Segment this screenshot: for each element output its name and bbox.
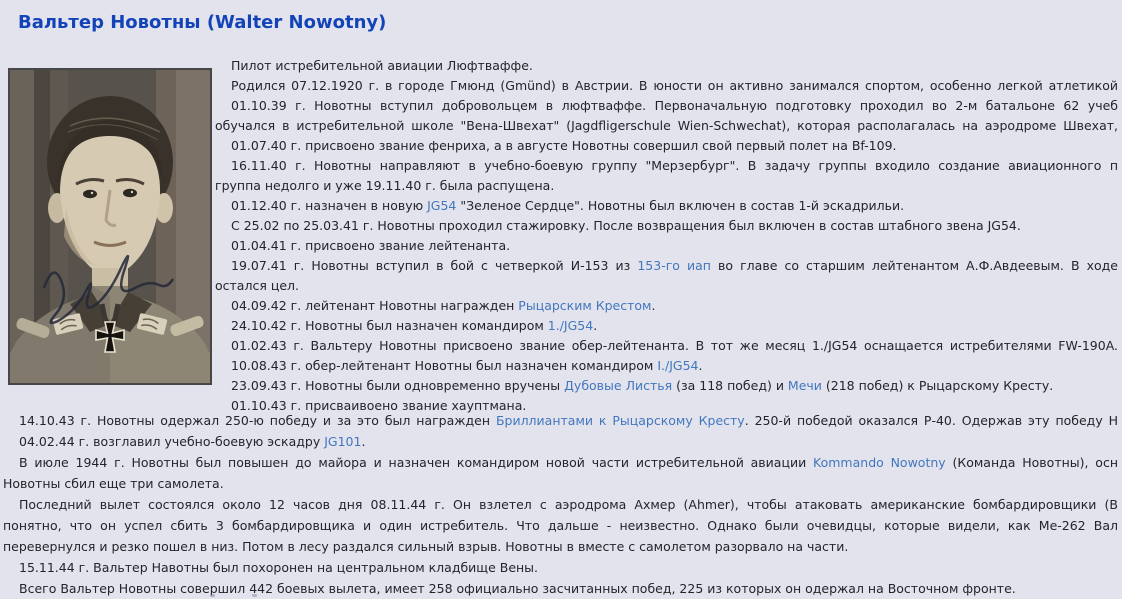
text-line [215,316,1118,336]
text-line [215,356,1118,376]
text-line [215,176,1118,196]
text-segment: 15.11.44 г. Вальтер Навотны был похоронен на центральном кладбище Вены. [19,560,539,575]
link-oak-leaves[interactable]: Дубовые Листья [564,378,673,393]
text-line [215,136,1118,156]
text-segment: . [361,434,366,449]
text-segment: 04.09.42 г. лейтенант Новотны награжден [231,298,519,313]
text-segment: 01.12.40 г. назначен в новую [231,198,428,213]
eyes [83,190,97,198]
text-segment: (Команда Новотны), осн [945,455,1118,470]
text-segment: Всего Вальтер Новотны совершил 442 боевых вылета, имеет 258 официально засчитанных побед, 225 из которых он одержал на Восточном фронте. [19,581,1016,596]
text-segment: группа недолго и уже 19.11.40 г. была распущена. [215,178,555,193]
text-segment: 01.02.43 г. Вальтеру Новотны присвоено звание обер-лейтенанта. В тот же месяц 1./JG54 оснащается истребителями FW-190A. [231,338,1118,353]
link-jg54[interactable]: JG54 [427,198,457,213]
text-line [3,515,1118,536]
link-1-jg54[interactable]: 1./JG54 [547,318,594,333]
text-line [215,296,1118,316]
text-segment: Родился 07.12.1920 г. в городе Гмюнд (Gmünd) в Австрии. В юности он активно занимался спортом, особенно легкой атлетикой [231,78,1118,93]
text-segment: (за 118 побед) и [672,378,788,393]
text-segment: 10.08.43 г. обер-лейтенант Новотны был назначен командиром [231,358,658,373]
text-segment: 01.04.41 г. присвоено звание лейтенанта. [231,238,511,253]
text-segment: В июле 1944 г. Новотны был повышен до майора и назначен командиром новой части истребительной авиации [19,455,814,470]
text-segment: . [698,358,703,373]
text-line [215,96,1118,116]
text-line [3,536,1118,557]
text-segment: С 25.02 по 25.03.41 г. Новотны проходил стажировку. После возвращения был включен в состав штабного звена JG54. [231,218,1021,233]
text-line [215,156,1118,176]
link-knights-cross[interactable]: Рыцарским Крестом [518,298,652,313]
text-column-right [215,56,1118,416]
text-segment: 01.10.43 г. присваивоено звание хауптмана. [231,398,527,413]
text-line [215,376,1118,396]
text-segment: Пилот истребительной авиации Люфтваффе. [231,58,533,73]
text-segment: понятно, что он успел сбить 3 бомбардировщика и один истребитель. Что дальше - неизвестно. Однако были очевидцы, которые видели, как Ме-262 Вал [3,518,1118,533]
text-line [3,557,1118,578]
text-segment: Последний вылет состоялся около 12 часов дня 08.11.44 г. Он взлетел с аэродрома Ахмер (Ahmer), чтобы атаковать американские бомбардировщики (В [19,497,1118,512]
text-line [215,256,1118,276]
link-kommando-nowotny[interactable]: Kommando Nowotny [813,455,946,470]
text-segment: во главе со старшим лейтенантом А.Ф.Авдеевым. В ходе [710,258,1118,273]
text-segment: 24.10.42 г. Новотны был назначен командиром [231,318,548,333]
text-line [3,431,1118,452]
link-i-jg54[interactable]: I./JG54 [657,358,699,373]
text-line [215,196,1118,216]
text-segment: 23.09.43 г. Новотны были одновременно вручены [231,378,565,393]
text-line [3,494,1118,515]
text-line [3,473,1118,494]
text-segment: (218 побед) к Рыцарскому Кресту. [821,378,1054,393]
text-line [215,116,1118,136]
text-segment: . [651,298,656,313]
text-segment: . [593,318,598,333]
portrait-photo-image [10,70,210,383]
text-segment: обучался в истребительной школе "Вена-Швехат" (Jagdfligerschule Wien-Schwechat), которая располагалась на аэродроме Швехат, [215,118,1118,133]
text-column-full [3,410,1118,599]
text-segment: 04.02.44 г. возглавил учебно-боевую эскадру [19,434,325,449]
text-line [215,236,1118,256]
text-line [215,276,1118,296]
text-line [3,410,1118,431]
text-line [215,336,1118,356]
text-segment: 19.07.41 г. Новотны вступил в бой с четверкой И-153 из [231,258,638,273]
text-segment: 16.11.40 г. Новотны направляют в учебно-боевую группу "Мерзербург". В задачу группы входило создание авиационного п [231,158,1118,173]
page-title: Вальтер Новотны (Walter Nowotny) [18,12,387,33]
text-line [3,578,1118,599]
text-segment: 01.10.39 г. Новотны вступил добровольцем в люфтваффе. Первоначальную подготовку проходил во 2-м батальоне 62 учеб [231,98,1118,113]
text-segment: . 250-й победой оказался Р-40. Одержав эту победу Н [744,413,1118,428]
link-jg101[interactable]: JG101 [324,434,362,449]
text-segment: Новотны сбил еще три самолета. [3,476,224,491]
text-segment: 01.07.40 г. присвоено звание фенриха, а в августе Новотны совершил свой первый полет на Bf-109. [231,138,897,153]
text-segment: остался цел. [215,278,299,293]
link-diamonds[interactable]: Бриллиантами к Рыцарскому Кресту [495,413,745,428]
portrait-photo [8,68,212,385]
text-line [215,56,1118,76]
text-line [215,76,1118,96]
link-swords[interactable]: Мечи [787,378,822,393]
link-153-iap[interactable]: 153-го иап [637,258,711,273]
text-segment: "Зеленое Сердце". Новотны был включен в состав 1-й эскадрильи. [456,198,905,213]
text-segment: перевернулся и резко пошел в низ. Потом в лесу раздался сильный взрыв. Новотны в вместе с самолетом разорвало на части. [3,539,849,554]
clipped-next-line-artifact [202,593,262,599]
text-segment: 14.10.43 г. Новотны одержал 250-ю победу и за это был награжден [19,413,496,428]
text-line [215,216,1118,236]
text-line [3,452,1118,473]
